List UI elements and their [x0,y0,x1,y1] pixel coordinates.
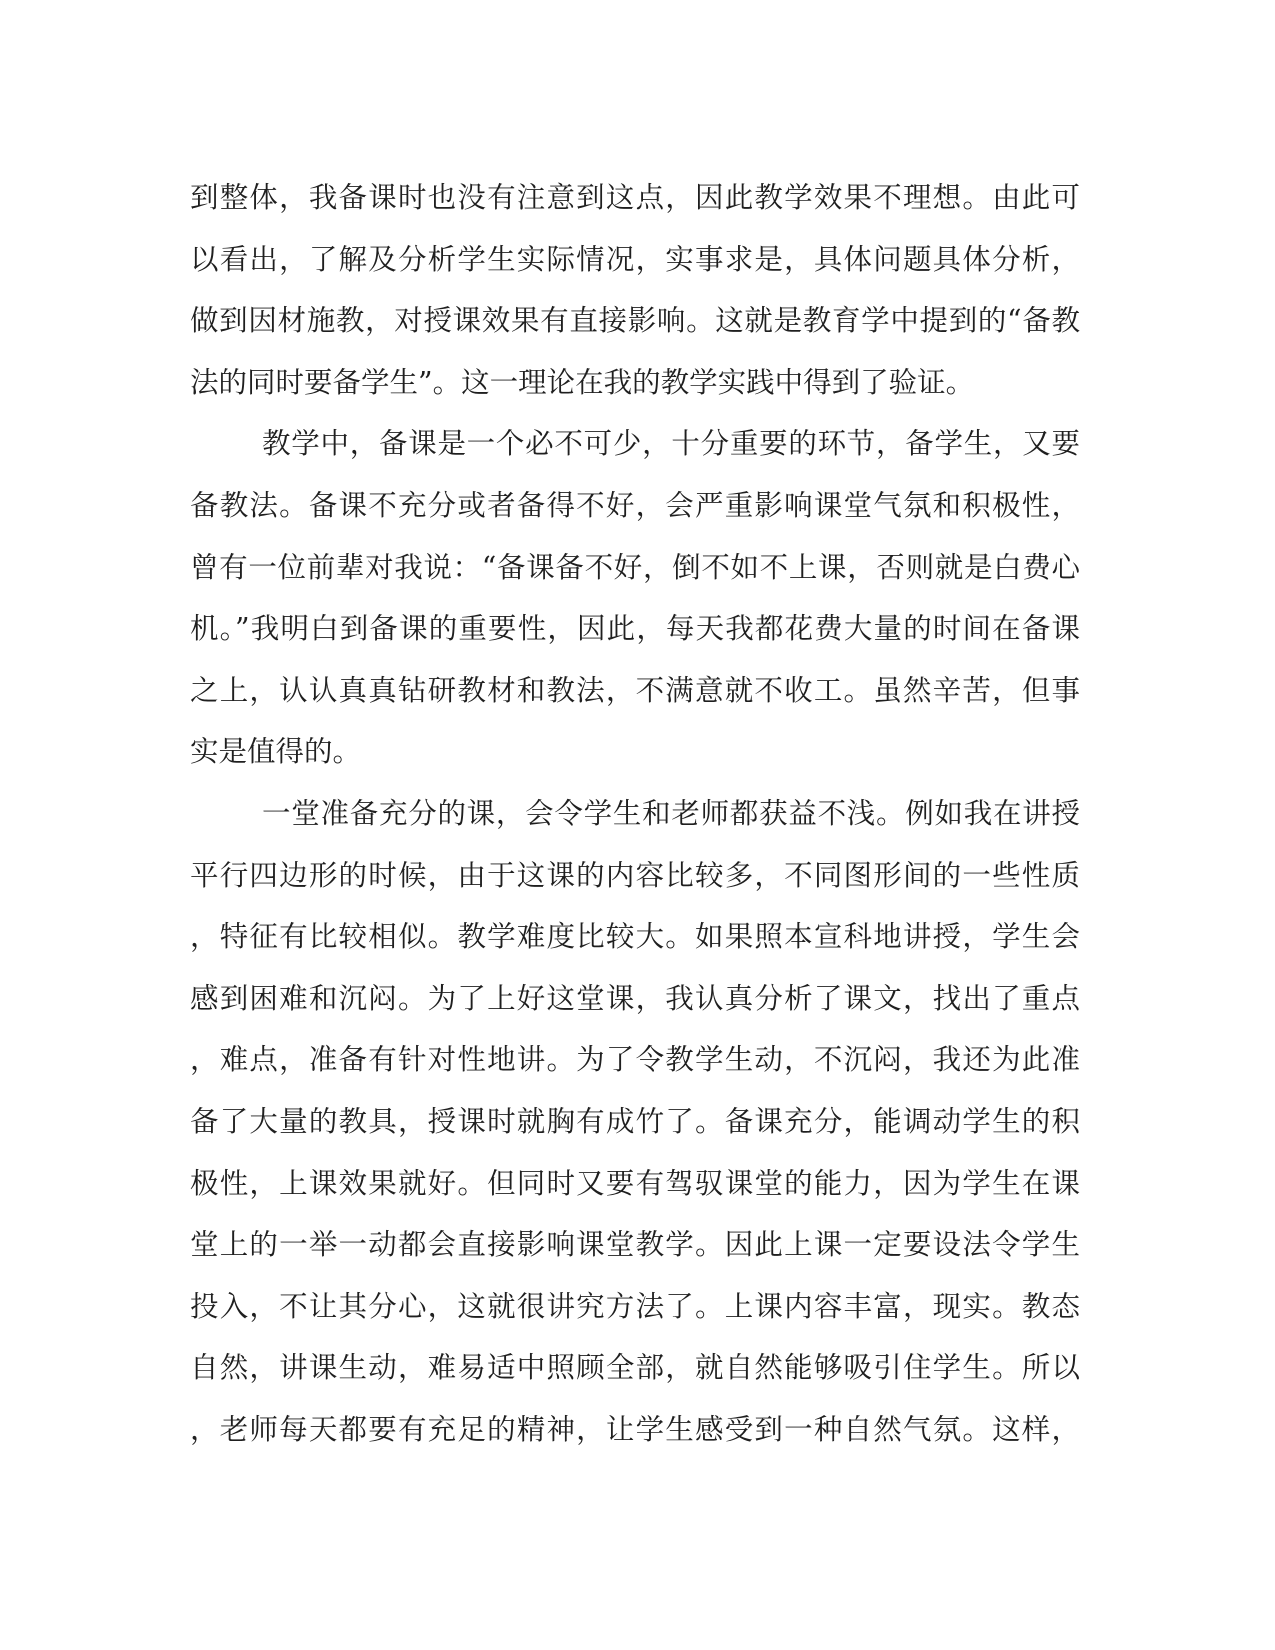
text-line: 之上，认认真真钻研教材和教法，不满意就不收工。虽然辛苦，但事 [190,673,1080,707]
text-line: 投入，不让其分心，这就很讲究方法了。上课内容丰富，现实。教态 [190,1289,1080,1323]
text-line: 自然，讲课生动，难易适中照顾全部，就自然能够吸引住学生。所以 [190,1351,1080,1385]
text-line: 备教法。备课不充分或者备得不好，会严重影响课堂气氛和积极性， [190,488,1080,522]
text-line: ，老师每天都要有充足的精神，让学生感受到一种自然气氛。这样， [190,1412,1080,1446]
text-line: ，特征有比较相似。教学难度比较大。如果照本宣科地讲授，学生会 [190,920,1080,954]
text-line: 备了大量的教具，授课时就胸有成竹了。备课充分，能调动学生的积 [190,1104,1080,1138]
text-line: 极性，上课效果就好。但同时又要有驾驭课堂的能力，因为学生在课 [190,1166,1080,1200]
paragraph-first-line: 一堂准备充分的课，会令学生和老师都获益不浅。例如我在讲授 [262,796,1080,830]
body-text [190,167,1080,1460]
text-line: 以看出，了解及分析学生实际情况，实事求是，具体问题具体分析， [190,242,1080,276]
text-line: 实是值得的。 [190,735,362,769]
text-line: ，难点，准备有针对性地讲。为了令教学生动，不沉闷，我还为此准 [190,1043,1080,1077]
text-line: 平行四边形的时候，由于这课的内容比较多，不同图形间的一些性质 [190,858,1080,892]
text-line: 做到因材施教，对授课效果有直接影响。这就是教育学中提到的“备教 [190,304,1080,338]
text-line: 法的同时要备学生”。这一理论在我的教学实践中得到了验证。 [190,365,975,399]
text-line: 到整体，我备课时也没有注意到这点，因此教学效果不理想。由此可 [190,181,1080,214]
text-line: 机。”我明白到备课的重要性，因此，每天我都花费大量的时间在备课 [190,612,1080,646]
text-line: 感到困难和沉闷。为了上好这堂课，我认真分析了课文，找出了重点 [190,981,1080,1015]
paragraph-first-line: 教学中，备课是一个必不可少，十分重要的环节，备学生，又要 [262,427,1080,461]
text-line: 堂上的一举一动都会直接影响课堂教学。因此上课一定要设法令学生 [190,1228,1080,1262]
text-line: 曾有一位前辈对我说：“备课备不好，倒不如不上课，否则就是白费心 [190,550,1080,584]
